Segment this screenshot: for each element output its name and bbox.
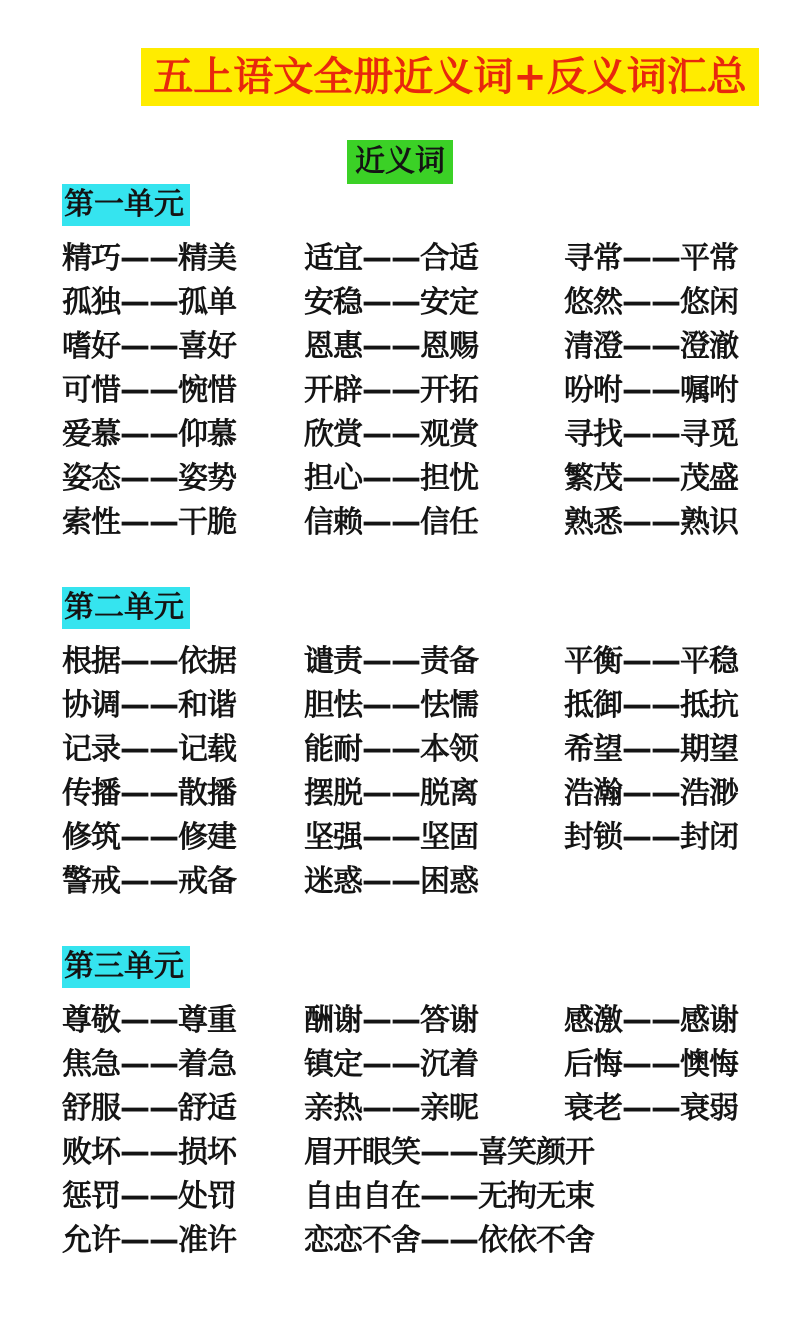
word-pair: 感激——感谢 [564,1003,738,1038]
word-pair: 迷惑——困惑 [304,864,478,899]
word-pair: 衰老——衰弱 [564,1091,738,1126]
word-pair: 平衡——平稳 [564,644,738,679]
word-pair: 坚强——坚固 [304,820,478,855]
word-pair-row [62,457,780,501]
unit-label: 第三单元 [62,946,190,988]
word-pair: 封锁——封闭 [564,820,738,855]
word-pair: 索性——干脆 [62,505,236,540]
word-pair: 熟悉——熟识 [564,505,738,540]
word-pair: 谴责——责备 [304,644,478,679]
word-pair: 抵御——抵抗 [564,688,738,723]
word-pair: 记录——记载 [62,732,236,767]
word-pair: 孤独——孤单 [62,285,236,320]
word-pair: 亲热——亲昵 [304,1091,478,1126]
unit-label-row [62,946,780,988]
section-heading: 近义词 [347,140,453,184]
word-pair: 自由自在——无拘无束 [304,1179,594,1214]
word-pair-row [62,501,780,545]
word-pair: 信赖——信任 [304,505,478,540]
unit-section [62,946,780,1263]
word-pair: 可惜——惋惜 [62,373,236,408]
word-pair: 清澄——澄澈 [564,329,738,364]
word-pair-row [62,1043,780,1087]
word-pair: 传播——散播 [62,776,236,811]
units-container [0,184,800,1263]
word-pair: 担心——担忧 [304,461,478,496]
word-pair: 希望——期望 [564,732,738,767]
word-pair-row [62,860,780,904]
section-heading-row [0,140,800,184]
word-pair: 适宜——合适 [304,241,478,276]
word-pair: 寻找——寻觅 [564,417,738,452]
word-pair: 摆脱——脱离 [304,776,478,811]
word-pair: 允许——准许 [62,1223,236,1258]
word-pair: 修筑——修建 [62,820,236,855]
word-pair-row [62,325,780,369]
word-pair-row [62,1087,780,1131]
word-pair: 安稳——安定 [304,285,478,320]
unit-section [62,587,780,904]
unit-label-row [62,587,780,629]
word-pair: 尊敬——尊重 [62,1003,236,1038]
word-pair: 浩瀚——浩渺 [564,776,738,811]
word-pair-row [62,684,780,728]
word-pair: 协调——和谐 [62,688,236,723]
word-pair: 寻常——平常 [564,241,738,276]
word-pair: 惩罚——处罚 [62,1179,236,1214]
word-pair: 悠然——悠闲 [564,285,738,320]
word-pair-row [62,772,780,816]
word-pair-row [62,640,780,684]
title-row [0,48,800,106]
word-pair: 酬谢——答谢 [304,1003,478,1038]
word-pair-row [62,237,780,281]
word-pair: 镇定——沉着 [304,1047,478,1082]
word-pair-row [62,999,780,1043]
word-pair: 精巧——精美 [62,241,236,276]
word-pair: 欣赏——观赏 [304,417,478,452]
word-pair: 爱慕——仰慕 [62,417,236,452]
unit-label: 第二单元 [62,587,190,629]
word-pair: 败坏——损坏 [62,1135,236,1170]
unit-label-row [62,184,780,226]
word-pair: 吩咐——嘱咐 [564,373,738,408]
word-pair-row [62,816,780,860]
word-pair: 焦急——着急 [62,1047,236,1082]
page-title: 五上语文全册近义词+反义词汇总 [141,48,759,106]
word-pair: 能耐——本领 [304,732,478,767]
word-pair: 恩惠——恩赐 [304,329,478,364]
word-pair-row [62,1131,780,1175]
word-pair: 开辟——开拓 [304,373,478,408]
word-pair-row [62,1175,780,1219]
word-pair-row [62,728,780,772]
word-pair: 舒服——舒适 [62,1091,236,1126]
word-pair: 恋恋不舍——依依不舍 [304,1223,594,1258]
word-pair: 眉开眼笑——喜笑颜开 [304,1135,594,1170]
word-pair: 姿态——姿势 [62,461,236,496]
word-pair: 后悔——懊悔 [564,1047,738,1082]
word-pair: 胆怯——怯懦 [304,688,478,723]
word-pair-row [62,1219,780,1263]
unit-section [62,184,780,545]
word-pair-row [62,281,780,325]
word-pair: 根据——依据 [62,644,236,679]
word-pair: 繁茂——茂盛 [564,461,738,496]
unit-label: 第一单元 [62,184,190,226]
word-pair: 警戒——戒备 [62,864,236,899]
word-pair: 嗜好——喜好 [62,329,236,364]
word-pair-row [62,369,780,413]
word-pair-row [62,413,780,457]
